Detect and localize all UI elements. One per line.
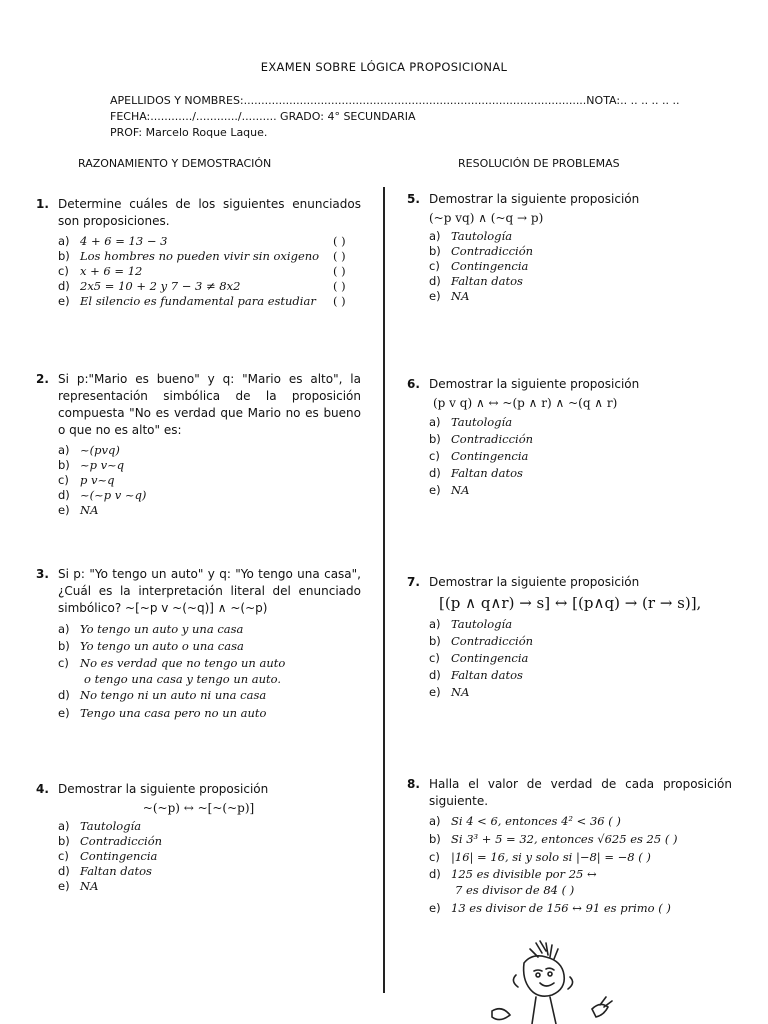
options-list bbox=[58, 621, 361, 723]
option: a) Tautología bbox=[429, 617, 513, 631]
question-text: Demostrar la siguiente proposición bbox=[429, 575, 640, 589]
option: d) 2x5 = 10 + 2 y 7 − 3 ≠ 8x2 ( ) bbox=[58, 279, 346, 293]
option: b) Contradicción bbox=[429, 634, 534, 648]
option: e) El silencio es fundamental para estudiar ( ) bbox=[58, 294, 346, 308]
option: e) Tengo una casa pero no un auto bbox=[58, 706, 267, 720]
option: b) ~p v~q bbox=[58, 458, 125, 472]
option: a) Tautología bbox=[58, 819, 142, 833]
option: o tengo una casa y tengo un auto. bbox=[84, 672, 282, 686]
options-list bbox=[429, 414, 737, 499]
formula: ~(~p) ↔ ~[~(~p)] bbox=[142, 801, 255, 815]
option: a) ~(pvq) bbox=[58, 443, 120, 457]
question-2 bbox=[36, 371, 361, 518]
option: e) NA bbox=[429, 289, 470, 303]
question-5 bbox=[407, 191, 737, 304]
teacher-line: PROF: Marcelo Roque Laque. bbox=[110, 126, 268, 139]
options-list bbox=[58, 443, 361, 518]
student-name-line: APELLIDOS Y NOMBRES:..................................................................................................NOTA:.. .. .. .. .. .. bbox=[110, 94, 680, 107]
option: e) NA bbox=[429, 685, 470, 699]
option: c) No es verdad que no tengo un auto bbox=[58, 656, 286, 670]
option: b) Contradicción bbox=[58, 834, 163, 848]
question-number: 3. bbox=[36, 567, 49, 581]
exam-title: EXAMEN SOBRE LÓGICA PROPOSICIONAL bbox=[260, 60, 508, 74]
options-list bbox=[58, 234, 361, 309]
option: c) Contingencia bbox=[429, 449, 529, 463]
option: b) Yo tengo un auto o una casa bbox=[58, 639, 244, 653]
options-list bbox=[58, 819, 361, 894]
question-3 bbox=[36, 566, 361, 723]
option: c) Contingencia bbox=[429, 651, 529, 665]
question-number: 4. bbox=[36, 782, 49, 796]
question-7 bbox=[407, 574, 737, 701]
option: a) 4 + 6 = 13 − 3 ( ) bbox=[58, 234, 346, 248]
option: e) NA bbox=[429, 483, 470, 497]
options-list bbox=[429, 812, 732, 918]
option: c) |16| = 16, si y solo si |−8| = −8 ( ) bbox=[429, 850, 651, 864]
option: b) Los hombres no pueden vivir sin oxigeno ( ) bbox=[58, 249, 346, 263]
question-text: Si p: "Yo tengo un auto" y q: "Yo tengo una casa", ¿Cuál es la interpretación literal del enunciado simbólico? ~[~p v ~(~q)] ∧ ~(~p) bbox=[58, 567, 361, 615]
cartoon-character-illustration bbox=[480, 935, 640, 1024]
column-divider bbox=[383, 187, 385, 993]
question-text: Demostrar la siguiente proposición bbox=[58, 782, 269, 796]
options-list bbox=[429, 616, 737, 701]
option: a) Tautología bbox=[429, 415, 513, 429]
section-left-title: RAZONAMIENTO Y DEMOSTRACIÓN bbox=[78, 157, 272, 170]
formula: (p v q) ∧ ↔ ~(p ∧ r) ∧ ~(q ∧ r) bbox=[433, 396, 618, 410]
option: a) Tautología bbox=[429, 229, 513, 243]
formula: [(p ∧ q∧r) → s] ↔ [(p∧q) → (r → s)], bbox=[439, 594, 702, 612]
question-6 bbox=[407, 376, 737, 499]
option: e) NA bbox=[58, 879, 99, 893]
option: d) 125 es divisible por 25 ↔ bbox=[429, 867, 597, 881]
options-list bbox=[429, 229, 737, 304]
option: d) Faltan datos bbox=[429, 668, 523, 682]
option: c) Contingencia bbox=[429, 259, 529, 273]
option: b) Contradicción bbox=[429, 244, 534, 258]
option: e) NA bbox=[58, 503, 99, 517]
option: e) 13 es divisor de 156 ↔ 91 es primo ( ) bbox=[429, 901, 671, 915]
formula: (~p vq) ∧ (~q → p) bbox=[429, 211, 544, 225]
option: 7 es divisor de 84 ( ) bbox=[455, 883, 575, 897]
option: d) Faltan datos bbox=[58, 864, 152, 878]
date-grade-line: FECHA:............/............/.......... GRADO: 4° SECUNDARIA bbox=[110, 110, 416, 123]
question-text: Determine cuáles de los siguientes enunciados son proposiciones. bbox=[58, 197, 361, 228]
section-right-title: RESOLUCIÓN DE PROBLEMAS bbox=[458, 157, 620, 170]
question-number: 6. bbox=[407, 377, 420, 391]
question-text: Si p:"Mario es bueno" y q: "Mario es alto", la representación simbólica de la proposición compuesta "No es verdad que Mario no es bueno o que no es alto" es: bbox=[58, 372, 361, 437]
question-number: 1. bbox=[36, 197, 49, 211]
question-text: Demostrar la siguiente proposición bbox=[429, 192, 640, 206]
option: c) Contingencia bbox=[58, 849, 158, 863]
option: c) p v~q bbox=[58, 473, 115, 487]
option: d) Faltan datos bbox=[429, 466, 523, 480]
option: a) Yo tengo un auto y una casa bbox=[58, 622, 244, 636]
question-text: Demostrar la siguiente proposición bbox=[429, 377, 640, 391]
option: c) x + 6 = 12 ( ) bbox=[58, 264, 346, 278]
question-number: 7. bbox=[407, 575, 420, 589]
question-number: 5. bbox=[407, 192, 420, 206]
option: b) Contradicción bbox=[429, 432, 534, 446]
option: a) Si 4 < 6, entonces 4² < 36 ( ) bbox=[429, 814, 621, 828]
option: d) ~(~p v ~q) bbox=[58, 488, 147, 502]
question-number: 8. bbox=[407, 777, 420, 791]
question-1 bbox=[36, 196, 361, 309]
option: d) Faltan datos bbox=[429, 274, 523, 288]
question-number: 2. bbox=[36, 372, 49, 386]
option: b) Si 3³ + 5 = 32, entonces √625 es 25 ( ) bbox=[429, 832, 678, 846]
option: d) No tengo ni un auto ni una casa bbox=[58, 688, 267, 702]
question-8 bbox=[407, 776, 732, 918]
question-text: Halla el valor de verdad de cada proposición siguiente. bbox=[429, 777, 732, 808]
question-4 bbox=[36, 781, 361, 894]
